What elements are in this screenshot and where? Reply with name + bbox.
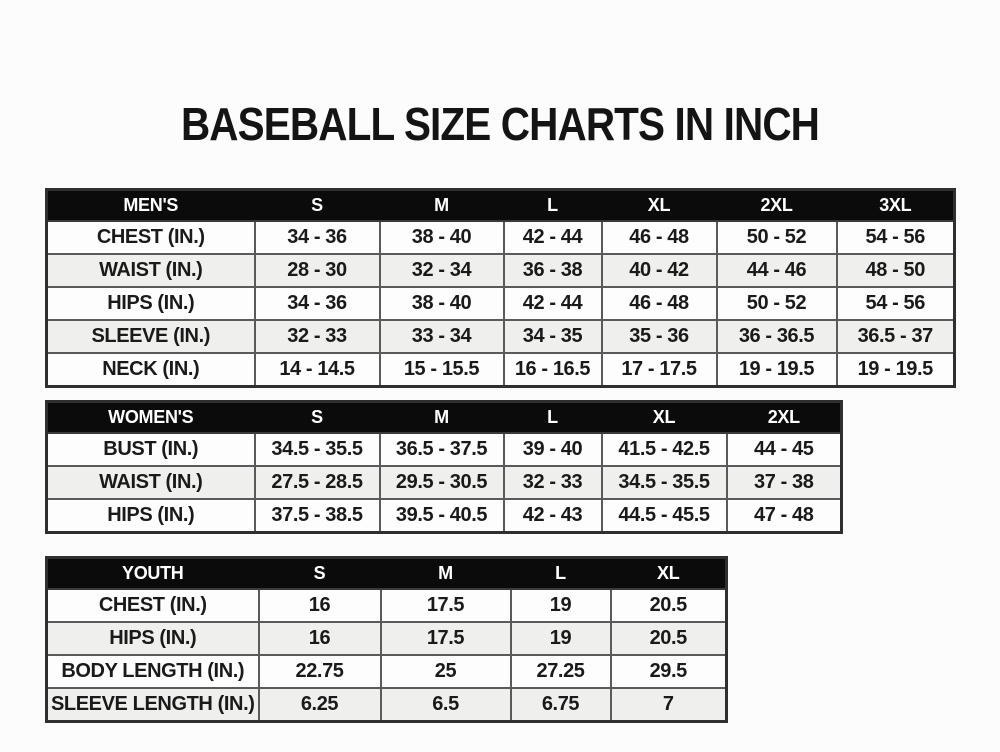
table-cell: 35 - 36: [602, 320, 717, 353]
table-row: [47, 688, 727, 722]
table-row: [47, 499, 842, 533]
table-row: [47, 433, 842, 466]
table-cell: 36.5 - 37.5: [380, 433, 504, 466]
table-cell: 14 - 14.5: [255, 353, 380, 387]
size-column-header: XL: [611, 558, 727, 590]
table-cell: 46 - 48: [602, 287, 717, 320]
table-cell: 29.5: [611, 655, 727, 688]
table-row: [47, 353, 955, 387]
table-cell: 39.5 - 40.5: [380, 499, 504, 533]
mens-header-row: [47, 190, 955, 222]
table-cell: 19 - 19.5: [837, 353, 955, 387]
table-cell: 54 - 56: [837, 287, 955, 320]
womens-table-title: WOMEN'S: [47, 402, 255, 434]
row-label: HIPS (IN.): [47, 622, 259, 655]
table-row: [47, 254, 955, 287]
table-cell: 7: [611, 688, 727, 722]
table-cell: 42 - 44: [504, 287, 602, 320]
table-cell: 37.5 - 38.5: [255, 499, 380, 533]
table-cell: 44 - 45: [727, 433, 842, 466]
row-label: CHEST (IN.): [47, 589, 259, 622]
row-label: SLEEVE (IN.): [47, 320, 255, 353]
table-row: [47, 221, 955, 254]
table-cell: 22.75: [259, 655, 381, 688]
size-column-header: S: [255, 402, 380, 434]
table-cell: 36 - 36.5: [717, 320, 837, 353]
table-cell: 15 - 15.5: [380, 353, 504, 387]
table-cell: 48 - 50: [837, 254, 955, 287]
table-cell: 20.5: [611, 589, 727, 622]
table-cell: 37 - 38: [727, 466, 842, 499]
youth-table-title: YOUTH: [47, 558, 259, 590]
size-column-header: XL: [602, 402, 727, 434]
table-cell: 34.5 - 35.5: [602, 466, 727, 499]
size-column-header: 2XL: [727, 402, 842, 434]
table-cell: 54 - 56: [837, 221, 955, 254]
table-cell: 16: [259, 589, 381, 622]
table-cell: 33 - 34: [380, 320, 504, 353]
womens-size-table: [45, 400, 843, 534]
table-cell: 29.5 - 30.5: [380, 466, 504, 499]
table-row: [47, 589, 727, 622]
table-cell: 17 - 17.5: [602, 353, 717, 387]
table-cell: 16 - 16.5: [504, 353, 602, 387]
table-cell: 19: [511, 622, 611, 655]
table-cell: 32 - 34: [380, 254, 504, 287]
womens-header-row: [47, 402, 842, 434]
row-label: HIPS (IN.): [47, 499, 255, 533]
size-column-header: S: [255, 190, 380, 222]
size-column-header: M: [381, 558, 511, 590]
table-cell: 38 - 40: [380, 287, 504, 320]
table-cell: 27.5 - 28.5: [255, 466, 380, 499]
size-column-header: S: [259, 558, 381, 590]
size-column-header: L: [504, 190, 602, 222]
table-cell: 6.5: [381, 688, 511, 722]
table-cell: 41.5 - 42.5: [602, 433, 727, 466]
table-cell: 39 - 40: [504, 433, 602, 466]
youth-size-table: [45, 556, 728, 723]
table-cell: 34.5 - 35.5: [255, 433, 380, 466]
row-label: CHEST (IN.): [47, 221, 255, 254]
table-cell: 17.5: [381, 589, 511, 622]
table-cell: 42 - 44: [504, 221, 602, 254]
size-column-header: L: [511, 558, 611, 590]
table-cell: 27.25: [511, 655, 611, 688]
row-label: WAIST (IN.): [47, 254, 255, 287]
table-cell: 34 - 35: [504, 320, 602, 353]
mens-size-table: [45, 188, 956, 388]
row-label: BODY LENGTH (IN.): [47, 655, 259, 688]
table-cell: 38 - 40: [380, 221, 504, 254]
table-cell: 28 - 30: [255, 254, 380, 287]
table-cell: 46 - 48: [602, 221, 717, 254]
table-cell: 42 - 43: [504, 499, 602, 533]
table-cell: 50 - 52: [717, 287, 837, 320]
table-cell: 32 - 33: [504, 466, 602, 499]
row-label: HIPS (IN.): [47, 287, 255, 320]
size-column-header: XL: [602, 190, 717, 222]
table-cell: 44.5 - 45.5: [602, 499, 727, 533]
table-row: [47, 622, 727, 655]
table-cell: 25: [381, 655, 511, 688]
table-cell: 19 - 19.5: [717, 353, 837, 387]
table-cell: 6.25: [259, 688, 381, 722]
size-column-header: 2XL: [717, 190, 837, 222]
table-cell: 34 - 36: [255, 221, 380, 254]
table-cell: 16: [259, 622, 381, 655]
row-label: SLEEVE LENGTH (IN.): [47, 688, 259, 722]
table-row: [47, 287, 955, 320]
table-cell: 36.5 - 37: [837, 320, 955, 353]
table-cell: 40 - 42: [602, 254, 717, 287]
table-cell: 6.75: [511, 688, 611, 722]
table-cell: 44 - 46: [717, 254, 837, 287]
size-column-header: 3XL: [837, 190, 955, 222]
table-cell: 17.5: [381, 622, 511, 655]
size-column-header: M: [380, 402, 504, 434]
table-cell: 19: [511, 589, 611, 622]
table-row: [47, 466, 842, 499]
row-label: WAIST (IN.): [47, 466, 255, 499]
table-row: [47, 655, 727, 688]
row-label: BUST (IN.): [47, 433, 255, 466]
table-cell: 34 - 36: [255, 287, 380, 320]
mens-table-title: MEN'S: [47, 190, 255, 222]
table-row: [47, 320, 955, 353]
size-column-header: M: [380, 190, 504, 222]
youth-header-row: [47, 558, 727, 590]
size-column-header: L: [504, 402, 602, 434]
table-cell: 36 - 38: [504, 254, 602, 287]
table-cell: 47 - 48: [727, 499, 842, 533]
page-title: BASEBALL SIZE CHARTS IN INCH: [180, 97, 820, 150]
table-cell: 50 - 52: [717, 221, 837, 254]
table-cell: 20.5: [611, 622, 727, 655]
row-label: NECK (IN.): [47, 353, 255, 387]
table-cell: 32 - 33: [255, 320, 380, 353]
